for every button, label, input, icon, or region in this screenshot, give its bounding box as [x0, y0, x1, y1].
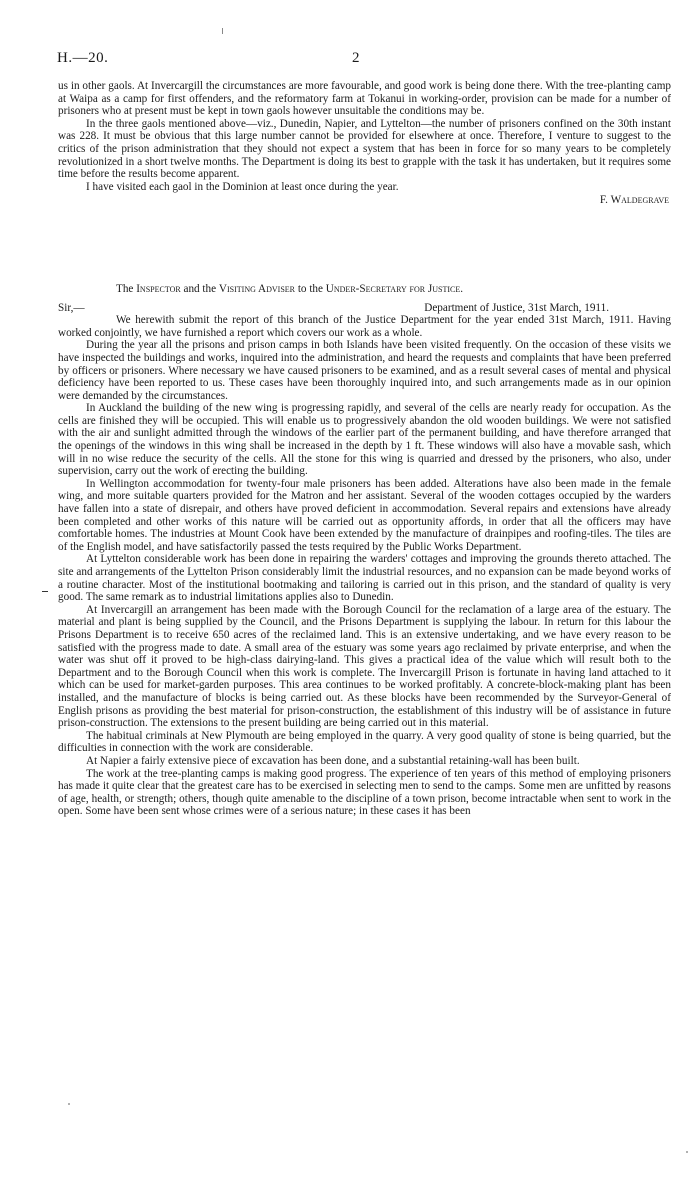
report-paragraph: The habitual criminals at New Plymouth are being employed in the quarry. A very good quality of stone is being quarried, but the difficulties in connection with the work are considerable.: [58, 729, 671, 755]
report-paragraph: We herewith submit the report of this branch of the Justice Department for the year ended 31st March, 1911. Having worked conjointly, we have furnished a report which covers our work as a whole.: [58, 314, 671, 339]
report-heading: The Inspector and the Visiting Adviser to the Under-Secretary for Justice.: [116, 282, 464, 295]
continuation-paragraph: In the three gaols mentioned above—viz., Dunedin, Napier, and Lyttelton—the number of prisoners confined on the 30th instant was 228. It must be obvious that this large number cannot be provided for elsewhere at once. Therefore, I venture to suggest to the critics of the prison administration that they should not expect a system that has been in force for so many years to be completely revolutionized in a short twelve months. The Department is doing its best to grapple with the task it has undertaken, but it requires some time before the results become apparent.: [58, 117, 671, 181]
report-paragraph: At Napier a fairly extensive piece of excavation has been done, and a substantial retaining-wall has been built.: [86, 754, 580, 767]
section-gap: [58, 207, 671, 283]
report-paragraph: During the year all the prisons and prison camps in both Islands have been visited frequently. On the occasion of these visits we have inspected the buildings and works, inquired into the administration, and heard the requests and complaints that have been preferred by officers or prisoners. Where necessary we have caused prisoners to be examined, and as a result several cases of mental and physical deficiency have been reported to us. These cases have been thoroughly inquired into, and such arrangements made as in our opinion were demanded by the circumstances.: [58, 339, 671, 402]
scan-mark: [686, 1151, 688, 1153]
report-paragraph: In Wellington accommodation for twenty-four male prisoners has been added. Alterations have also been made in the female wing, and more suitable quarters provided for the Matron and her assistant. Several of the wooden cottages occupied by the warders have fallen into a state of disrepair, and others have proved deficient in accommodation. Several repairs and extensions have already been completed and other works of this nature will be carried out as opportunity affords, in order that all the officers may have comfortable homes. The industries at Mount Cook have been extended by the manufacture of drainpipes and roofing-tiles. The tiles are of the English model, and have satisfactorily passed the tests required by the Public Works Department.: [58, 477, 671, 553]
document-reference: H.—20.: [57, 50, 109, 66]
salutation: Sir,—: [58, 301, 85, 314]
margin-mark: [42, 591, 48, 592]
report-paragraph: At Lyttelton considerable work has been done in repairing the warders' cottages and improving the grounds thereto attached. The site and arrangements of the Lyttelton Prison considerably limit the industrial resources, and no expansion can be made beyond works of a routine character. Most of the institutional bootmaking and tailoring is carried out in this prison, and the standard of quality is very good. The same remark as to industrial limitations applies also to Dunedin.: [58, 553, 671, 604]
report-paragraph: The work at the tree-planting camps is making good progress. The experience of ten years of this method of employing prisoners has made it quite clear that the greatest care has to be exercised in selecting men to send to the camps. Some men are unfitted by reasons of age, health, or strength; others, though quite amenable to the discipline of a town prison, become intractable when sent to work in the open. Some have been sent whose crimes were of a serious nature; in these cases it has been: [58, 767, 671, 818]
continuation-paragraph: us in other gaols. At Invercargill the circumstances are more favourable, and good work is being done there. With the tree-planting camp at Waipa as a camp for first offenders, and the reformatory farm at Tokanui in working-order, provision can be made for a number of prisoners who at present must be kept in town gaols however unsuitable the conditions may be.: [58, 80, 671, 118]
continuation-paragraph: I have visited each gaol in the Dominion at least once during the year.: [86, 180, 399, 193]
page-number: 2: [352, 50, 360, 66]
report-paragraph: At Invercargill an arrangement has been made with the Borough Council for the reclamation of a large area of the estuary. The material and plant is being supplied by the Council, and the Prisons Department is supplying the labour. In return for this labour the Prisons Department is to receive 650 acres of the reclaimed land. This is an extensive undertaking, and we have every reason to be satisfied with the progress made to date. A small area of the estuary was some years ago reclaimed by private enterprise, and when the water was shut off it proved to be high-class dairying-land. This gives a practical idea of the value which will result both to the Department and to the Borough Council when this work is complete. The Invercargill Prison is fortunate in having land attached to it which can be used for market-garden purposes. This area continues to be worked profitably. A concrete-block-making plant has been installed, and the manufacture of blocks is being carried out. As these blocks have been recommended by the Surveyor-General of English prisons as providing the best material for prison-construction, the establishment of this industry will be of assistance in future prison-construction. The extensions to the present building are being carried out in this material.: [58, 603, 671, 730]
scan-mark: [222, 28, 223, 34]
page-body: [58, 80, 671, 818]
dateline: Department of Justice, 31st March, 1911.: [424, 301, 609, 314]
signature: F. Waldegrave: [599, 194, 669, 207]
scan-mark: [68, 1103, 70, 1105]
report-paragraph: In Auckland the building of the new wing is progressing rapidly, and several of the cells are nearly ready for occupation. As the cells are finished they will be occupied. This will enable us to progressively abandon the old wooden buildings. We were not satisfied with the air and sunlight admitted through the windows of the earlier part of the permanent building, and have therefore arranged that the openings of the windows in this wing shall be increased in the depth by 1 ft. These windows will also have a movable sash, which will in no wise reduce the security of the cells. All the stone for this wing is quarried and dressed by the prisoners, who also, under supervision, carry out the work of erecting the building.: [58, 402, 671, 478]
salutation-line: [58, 302, 671, 315]
